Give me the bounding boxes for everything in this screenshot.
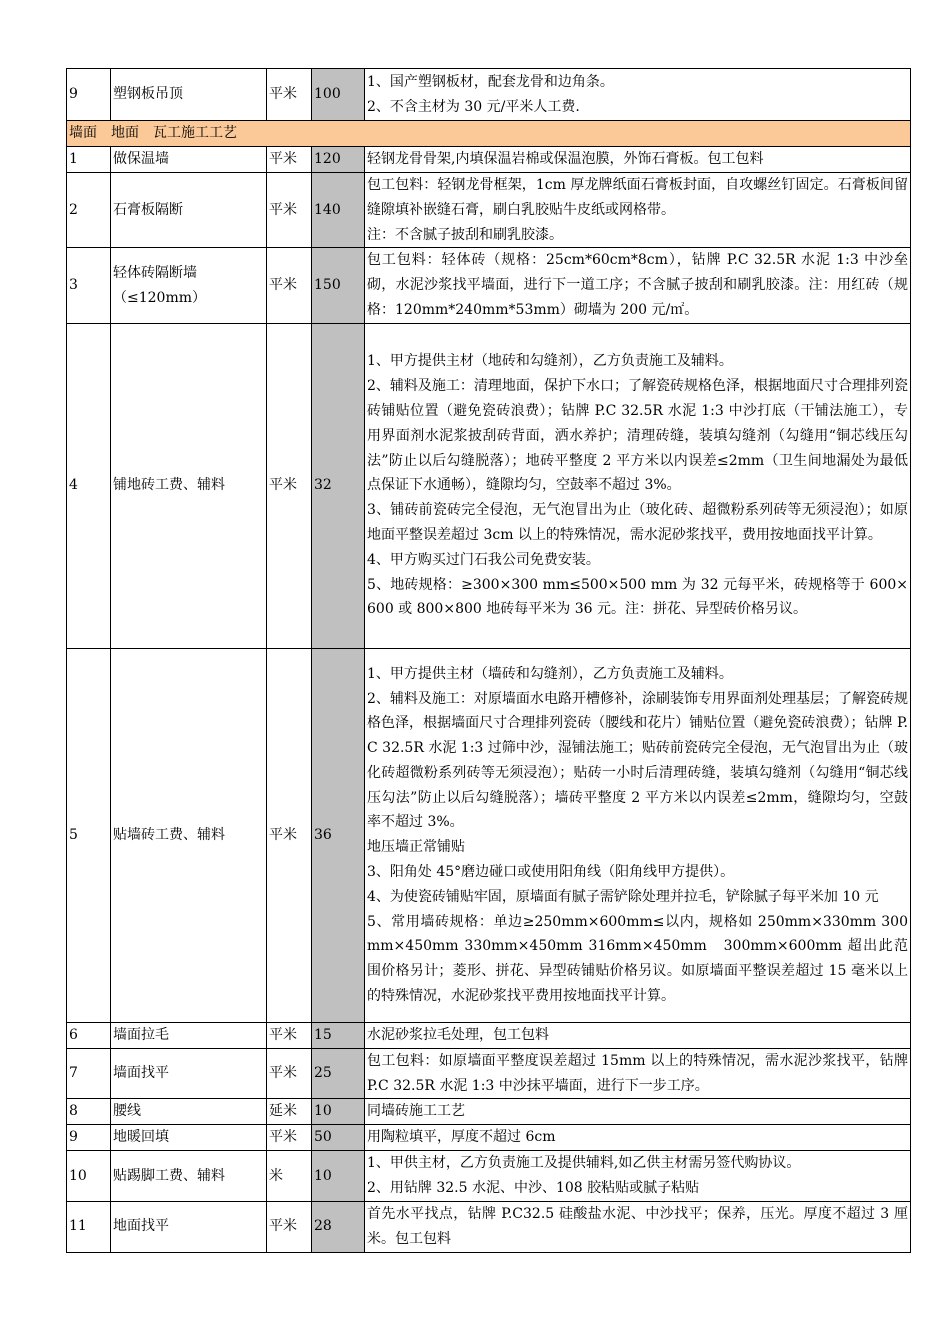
unit-price: 15 <box>312 1022 365 1048</box>
process-description <box>365 173 911 248</box>
description-paragraph: 包工包料：轻体砖（规格：25cm*60cm*8cm），钻牌 P.C 32.5R 水泥 1:3 中沙垒砌，水泥沙浆找平墙面，进行下一道工序；不含腻子披刮和刷乳胶漆。注：用红砖（规格：120mm*240mm*53mm）砌墙为 200 元/㎡。 <box>367 252 908 318</box>
description-paragraph: 水泥砂浆拉毛处理，包工包料 <box>367 1026 549 1043</box>
row-number: 11 <box>67 1201 111 1252</box>
item-name <box>111 147 267 173</box>
item-name <box>111 1099 267 1125</box>
item-name-line: 石膏板隔断 <box>113 201 183 218</box>
row-number: 6 <box>67 1022 111 1048</box>
item-name <box>111 69 267 121</box>
unit: 平米 <box>267 1022 312 1048</box>
item-name <box>111 1048 267 1099</box>
unit: 平米 <box>267 648 312 1022</box>
unit: 米 <box>267 1151 312 1202</box>
description-paragraph: 3、铺砖前瓷砖完全侵泡，无气泡冒出为止（玻化砖、超微粉系列砖等无须浸泡）；如原地面平整误差超过 3cm 以上的特殊情况，需水泥砂浆找平，费用按地面找平计算。 <box>367 502 908 543</box>
unit: 平米 <box>267 173 312 248</box>
item-name <box>111 173 267 248</box>
description-paragraph: 2、不含主材为 30 元/平米人工费. <box>367 98 580 115</box>
description-paragraph: 3、阳角处 45°磨边碰口或使用阳角线（阳角线甲方提供）。 <box>367 864 735 881</box>
unit-price: 28 <box>312 1201 365 1252</box>
item-name-line: 地暖回填 <box>113 1129 169 1146</box>
description-paragraph: 1、国产塑钢板材，配套龙骨和边角条。 <box>367 73 614 90</box>
process-description <box>365 648 911 1022</box>
description-paragraph: 2、辅料及施工：清理地面，保护下水口；了解瓷砖规格色泽，根据地面尺寸合理排列瓷砖铺贴位置（避免瓷砖浪费）；钻牌 P.C 32.5R 水泥 1:3 中沙打底（干铺法施工），专用界面剂水泥浆披刮砖背面，洒水养护；清理砖缝，装填勾缝剂（勾缝用“铜芯线压勾法”防止以后勾缝脱落）；地砖平整度 2 平方米以内误差≤2mm（卫生间地漏处为最低点保证下水通畅），缝隙均匀，空鼓率不超过 3%。 <box>367 378 908 494</box>
description-paragraph: 4、为使瓷砖铺贴牢固，原墙面有腻子需铲除处理并拉毛，铲除腻子每平米加 10 元 <box>367 888 879 905</box>
row-number: 7 <box>67 1048 111 1099</box>
table-row <box>67 648 911 1022</box>
process-description <box>365 1201 911 1252</box>
description-paragraph: 5、地砖规格：≥300×300 mm≤500×500 mm 为 32 元每平米，砖规格等于 600×600 或 800×800 地砖每平米为 36 元。注：拼花、异型砖价格另议。 <box>367 576 908 618</box>
item-name <box>111 1125 267 1151</box>
unit: 平米 <box>267 1125 312 1151</box>
description-paragraph: 2、辅料及施工：对原墙面水电路开槽修补，涂刷装饰专用界面剂处理基层；了解瓷砖规格色泽，根据墙面尺寸合理排列瓷砖（腰线和花片）铺贴位置（避免瓷砖浪费）；钻牌 P.C 32.5R 水泥 1:3 过筛中沙，湿铺法施工；贴砖前瓷砖完全侵泡，无气泡冒出为止（玻化砖超微粉系列砖等无须浸泡）；贴砖一小时后清理砖缝，装填勾缝剂（勾缝用“铜芯线压勾法”防止以后勾缝脱落）；墙砖平整度 2 平方米以内误差≤2mm，缝隙均匀，空鼓率不超过 3%。 <box>367 690 908 831</box>
unit-price: 25 <box>312 1048 365 1099</box>
item-name-line: 腰线 <box>113 1103 141 1120</box>
unit-price: 100 <box>312 69 365 121</box>
price-table <box>66 68 911 1253</box>
unit-price: 32 <box>312 323 365 648</box>
table-row <box>67 1022 911 1048</box>
unit: 平米 <box>267 69 312 121</box>
description-paragraph: 首先水平找点，钻牌 P.C32.5 硅酸盐水泥、中沙找平；保养，压光。厚度不超过 3 厘米。包工包料 <box>367 1205 908 1247</box>
item-name <box>111 1022 267 1048</box>
table-row <box>67 248 911 323</box>
table-row <box>67 323 911 648</box>
description-paragraph: 4、甲方购买过门石我公司免费安装。 <box>367 551 600 568</box>
item-name-line: 贴墙砖工费、辅料 <box>113 826 225 843</box>
table-row <box>67 1125 911 1151</box>
item-name <box>111 1201 267 1252</box>
table-row <box>67 1151 911 1202</box>
item-name-line: 铺地砖工费、辅料 <box>113 477 225 494</box>
item-name-line: 墙面拉毛 <box>113 1026 169 1043</box>
item-name-line: 塑钢板吊顶 <box>113 86 183 102</box>
process-description <box>365 248 911 323</box>
unit-price: 10 <box>312 1151 365 1202</box>
section-row <box>67 121 911 147</box>
item-name-line: 轻体砖隔断墙 <box>113 264 197 281</box>
table-body-before <box>67 69 911 121</box>
unit-price: 50 <box>312 1125 365 1151</box>
table-body-main <box>67 147 911 1253</box>
table-row <box>67 1201 911 1252</box>
unit-price: 36 <box>312 648 365 1022</box>
description-paragraph: 包工包料：轻钢龙骨框架，1cm 厚龙牌纸面石膏板封面，自攻螺丝钉固定。石膏板间留缝隙填补嵌缝石膏，刷白乳胶贴牛皮纸或网格带。 <box>367 177 908 218</box>
description-paragraph: 1、甲方提供主材（地砖和勾缝剂），乙方负责施工及辅料。 <box>367 353 733 370</box>
item-name-line: 地面找平 <box>113 1218 169 1235</box>
description-paragraph: 1、甲供主材，乙方负责施工及提供辅料,如乙供主材需另签代购协议。 <box>367 1155 801 1172</box>
row-number: 1 <box>67 147 111 173</box>
unit: 平米 <box>267 323 312 648</box>
process-description <box>365 1151 911 1202</box>
table-row <box>67 147 911 173</box>
unit-price: 10 <box>312 1099 365 1125</box>
unit: 平米 <box>267 1201 312 1252</box>
unit-price: 140 <box>312 173 365 248</box>
item-name <box>111 1151 267 1202</box>
unit-price: 150 <box>312 248 365 323</box>
section-header <box>67 121 911 147</box>
row-number: 5 <box>67 648 111 1022</box>
description-paragraph: 注：不含腻子披刮和刷乳胶漆。 <box>367 226 563 243</box>
unit: 平米 <box>267 1048 312 1099</box>
table-row <box>67 1099 911 1125</box>
description-paragraph: 2、用钻牌 32.5 水泥、中沙、108 胶粘贴或腻子粘贴 <box>367 1180 700 1197</box>
table-row <box>67 173 911 248</box>
unit: 平米 <box>267 147 312 173</box>
item-name <box>111 648 267 1022</box>
item-name-line: （≤120mm） <box>113 289 207 306</box>
process-description <box>365 69 911 121</box>
unit: 平米 <box>267 248 312 323</box>
table-row <box>67 1048 911 1099</box>
row-number: 4 <box>67 323 111 648</box>
item-name <box>111 248 267 323</box>
process-description <box>365 1022 911 1048</box>
description-paragraph: 5、常用墙砖规格：单边≥250mm×600mm≤以内，规格如 250mm×330mm 300mm×450mm 330mm×450mm 316mm×450mm 300mm×600mm 超出此范围价格另计；菱形、拼花、异型砖铺贴价格另议。如原墙面平整误差超过 15 毫米以上的特殊情况，水泥砂浆找平费用按地面找平计算。 <box>367 913 908 1005</box>
unit-price: 120 <box>312 147 365 173</box>
table-row <box>67 69 911 121</box>
description-paragraph: 用陶粒填平，厚度不超过 6cm <box>367 1129 556 1146</box>
item-name <box>111 323 267 648</box>
process-description <box>365 323 911 648</box>
description-paragraph: 1、甲方提供主材（墙砖和勾缝剂），乙方负责施工及辅料。 <box>367 665 733 682</box>
process-description <box>365 1099 911 1125</box>
row-number: 3 <box>67 248 111 323</box>
section-title: 墙面 地面 瓦工施工工艺 <box>67 121 911 147</box>
description-paragraph: 轻钢龙骨骨架,内填保温岩棉或保温泡膜，外饰石膏板。包工包料 <box>367 151 764 168</box>
process-description <box>365 1048 911 1099</box>
description-paragraph: 同墙砖施工工艺 <box>367 1103 465 1120</box>
item-name-line: 做保温墙 <box>113 151 169 167</box>
row-number: 8 <box>67 1099 111 1125</box>
row-number: 10 <box>67 1151 111 1202</box>
description-paragraph: 包工包料：如原墙面平整度误差超过 15mm 以上的特殊情况，需水泥沙浆找平，钻牌 P.C 32.5R 水泥 1:3 中沙抹平墙面，进行下一步工序。 <box>367 1052 908 1094</box>
row-number: 2 <box>67 173 111 248</box>
row-number: 9 <box>67 1125 111 1151</box>
item-name-line: 墙面找平 <box>113 1065 169 1082</box>
process-description <box>365 1125 911 1151</box>
unit: 延米 <box>267 1099 312 1125</box>
description-paragraph: 地压墙正常铺贴 <box>367 839 465 856</box>
item-name-line: 贴踢脚工费、辅料 <box>113 1167 225 1184</box>
row-number: 9 <box>67 69 111 121</box>
process-description <box>365 147 911 173</box>
